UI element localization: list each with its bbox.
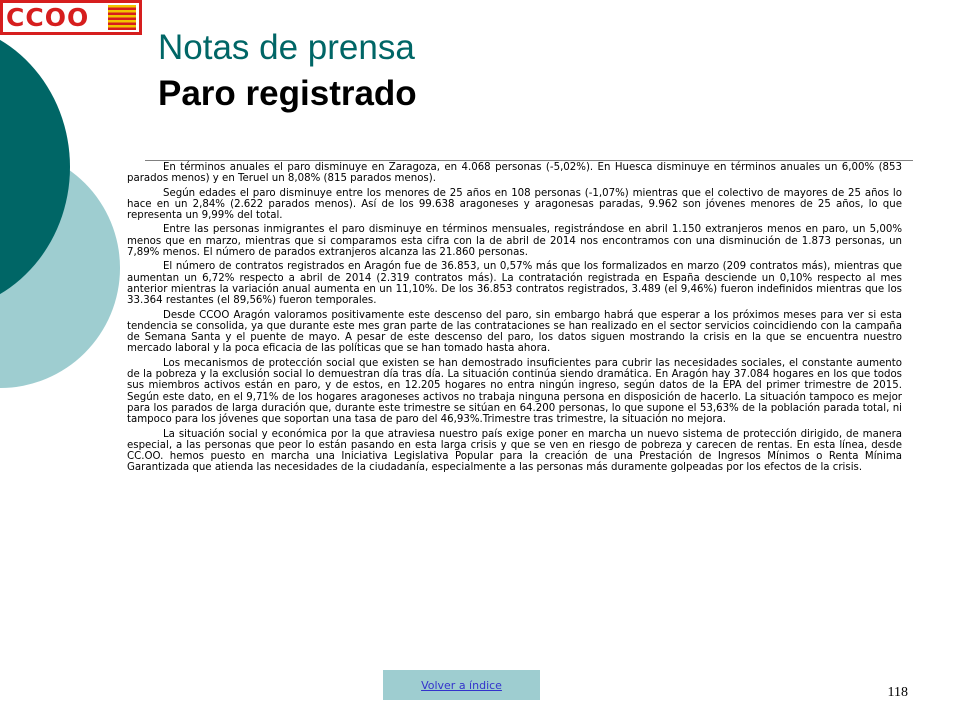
header-divider — [145, 160, 913, 161]
paragraph: La situación social y económica por la que atraviesa nuestro país exige poner en marcha un nuevo sistema de protección dirigido, de manera especial, a las personas que peor lo están pasando en esta larga crisis y que se ven en riesgo de pobreza y carecen de rentas. En esta línea, desde CC.OO. hemos puesto en marcha una Iniciativa Legislativa Popular para la creación de una Prestación de Ingresos Mínimos o Renta Mínima Garantizada que atienda las necesidades de la ciudadanía, especialmente a las personas más duramente golpeadas por los efectos de la crisis. — [127, 428, 902, 474]
paragraph: Desde CCOO Aragón valoramos positivamente este descenso del paro, sin embargo habrá que esperar a los próximos meses para ver si esta tendencia se consolida, ya que durante este mes gran parte de las contrataciones se han realizado en el sector servicios coincidiendo con la campaña de Semana Santa y el puente de mayo. A pesar de este descenso del paro, los datos siguen mostrando la crisis en la que se encuentra nuestro mercado laboral y la poca eficacia de las políticas que se han tomado hasta ahora. — [127, 309, 902, 355]
paragraph: Los mecanismos de protección social que existen se han demostrado insuficientes para cubrir las necesidades sociales, el constante aumento de la pobreza y la exclusión social lo demuestran día tras día. La situación continúa siendo dramática. En Aragón hay 37.084 hogares en los que todos sus miembros activos están en paro, y de estos, en 12.205 hogares no entra ningún ingreso, según datos de la EPA del primer trimestre de 2015. Según este dato, en el 9,71% de los hogares aragoneses activos no trabaja ninguna persona en disposición de hacerlo. La situación tampoco es mejor para los parados de larga duración que, durante este trimestre se sitúan en 64.200 personas, lo que supone el 53,63% de la población parada total, ni tampoco para los jóvenes que soportan una tasa de paro del 46,93%.Trimestre tras trimestre, la situación no mejora. — [127, 357, 902, 426]
decorative-circles — [0, 0, 130, 720]
page-title: Notas de prensa — [158, 28, 415, 67]
paragraph: En términos anuales el paro disminuye en Zaragoza, en 4.068 personas (-5,02%). En Huesca disminuye en términos anuales un 6,00% (853 parados menos) y en Teruel un 8,08% (815 parados menos). — [127, 162, 902, 185]
logo-text: CCOO — [6, 3, 90, 32]
ccoo-logo — [0, 0, 142, 35]
press-release-body — [127, 162, 902, 477]
paragraph: Según edades el paro disminuye entre los menores de 25 años en 108 personas (-1,07%) mientras que el colectivo de mayores de 25 años lo hace en un 2,84% (2.622 parados menos). Así de los 99.638 aragoneses y aragonesas paradas, 9.962 son jóvenes menores de 25 años, lo que representa un 9,99% del total. — [127, 187, 902, 222]
paragraph: El número de contratos registrados en Aragón fue de 36.853, un 0,57% más que los formalizados en marzo (209 contratos más), mientras que aumentan un 6,72% respecto a abril de 2014 (2.319 contratos más). La contratación registrada en España desciende un 0,10% respecto al mes anterior mientras la variación anual aumenta en un 11,10%. De los 36.853 contratos registrados, 3.489 (el 9,46%) fueron indefinidos mientras que los 33.364 restantes (el 89,56%) fueron temporales. — [127, 261, 902, 307]
aragon-flag-icon — [108, 5, 136, 30]
page-subtitle: Paro registrado — [158, 74, 417, 113]
back-to-index-link[interactable]: Volver a índice — [383, 670, 540, 700]
paragraph: Entre las personas inmigrantes el paro disminuye en términos mensuales, registrándose en abril 1.150 extranjeros menos en paro, un 5,00% menos que en marzo, mientras que si comparamos esta cifra con la de abril de 2014 nos encontramos con una disminución de 1.873 personas, un 7,89% menos. El número de parados extranjeros alcanza las 21.860 personas. — [127, 224, 902, 259]
page-number: 118 — [887, 685, 908, 700]
